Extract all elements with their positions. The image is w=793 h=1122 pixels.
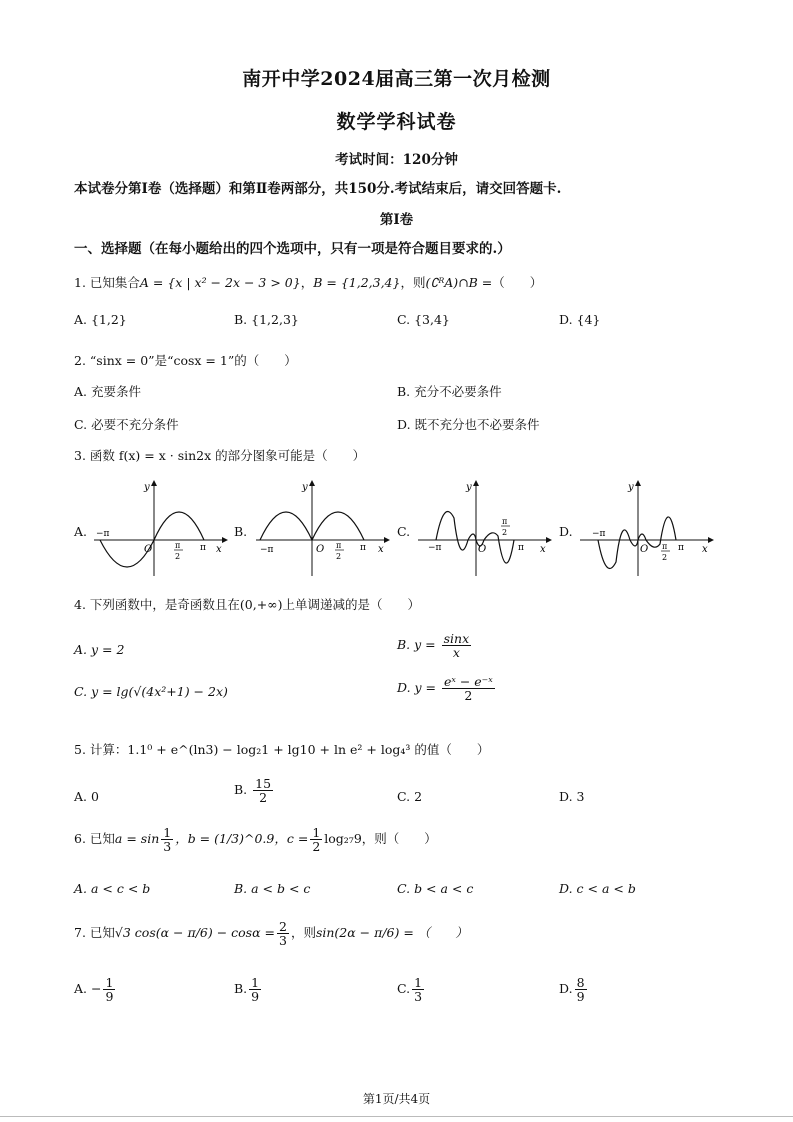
q6-option-a: A. a < c < b — [74, 881, 151, 896]
neg-pi-label: −π — [96, 529, 110, 539]
question-5: 5. 计算：1.1⁰ + e^(ln3) − log₂1 + lg10 + ln e² + log₄³ 的值（ ） — [74, 742, 490, 757]
q5-option-c: C. 2 — [397, 789, 423, 804]
y-axis-label: y — [144, 482, 150, 493]
neg-pi-label: −π — [592, 529, 606, 539]
origin-label: O — [316, 544, 325, 555]
question-3: 3. 函数 f(x) = x · sin2x 的部分图象可能是（ ） — [74, 448, 366, 463]
half-pi-num: π — [175, 541, 181, 550]
q5-option-a: A. 0 — [74, 789, 99, 804]
q6-option-c: C. b < a < c — [397, 881, 474, 896]
section-heading: 一、选择题（在每小题给出的四个选项中，只有一项是符合题目要求的.） — [74, 241, 511, 257]
pi-label: π — [518, 543, 524, 553]
question-1: 1. 已知集合A = {x | x² − 2x − 3 > 0}，B = {1,2,3,4}，则(∁ᴿA)∩B =（ ） — [74, 275, 543, 290]
graph-label-c: C. — [397, 524, 411, 539]
page-footer: 第1页/共4页 — [362, 1092, 431, 1106]
set-b: B = {1,2,3,4} — [313, 275, 401, 290]
q1-option-c: C. {3,4} — [397, 312, 450, 327]
question-2: 2. “sinx = 0”是“cosx = 1”的（ ） — [74, 353, 297, 368]
q2-option-d: D. 既不充分也不必要条件 — [397, 417, 540, 432]
q2-option-c: C. 必要不充分条件 — [74, 417, 179, 432]
q7-option-b: B. $\frac{1}{9}$ — [234, 975, 260, 1005]
graph-b — [252, 478, 392, 578]
q6-option-d: D. c < a < b — [559, 881, 636, 896]
volume-heading: 第Ⅰ卷 — [379, 212, 414, 228]
half-pi-den: 2 — [502, 528, 508, 537]
q7-option-a: A. − $\frac{1}{9}$ — [74, 975, 114, 1005]
pi-label: π — [200, 543, 206, 553]
pi-label: π — [360, 543, 366, 553]
q4-option-c: C. y = lg(√(4x²+1) − 2x) — [74, 684, 228, 699]
q4-option-b: B. y = $\frac{\sin x}{x}$ — [397, 631, 470, 661]
complement-expr: (∁ᴿA)∩B = — [425, 275, 493, 290]
graph-c — [414, 478, 554, 578]
neg-pi-label: −π — [260, 545, 274, 555]
pi-label: π — [678, 543, 684, 553]
exam-time: 考试时间：120分钟 — [335, 152, 458, 168]
q6-option-b: B. a < b < c — [234, 881, 311, 896]
q4-option-d: D. y = $\frac{\text{eˣ − e⁻ˣ}}{2}$ — [397, 674, 493, 704]
q7-option-c: C. $\frac{1}{3}$ — [397, 975, 423, 1005]
q1-option-a: A. {1,2} — [74, 312, 127, 327]
q2-option-a: A. 充要条件 — [74, 384, 141, 399]
q4-option-a: A. y = 2 — [74, 642, 125, 657]
half-pi-num: π — [502, 517, 508, 526]
origin-label: O — [640, 544, 649, 555]
graph-d — [576, 478, 716, 578]
page-subtitle: 数学学科试卷 — [336, 111, 457, 133]
x-axis-label: x — [702, 544, 708, 555]
q5-option-d: D. 3 — [559, 789, 585, 804]
graph-a — [90, 478, 230, 578]
exam-intro: 本试卷分第Ⅰ卷（选择题）和第Ⅱ卷两部分，共150分.考试结束后，请交回答题卡. — [74, 181, 562, 197]
question-7: 7. 已知√3 cos(α − π/6) − cosα = $\frac{2}{3}$ ，则sin(2α − π/6) = （ ） — [74, 919, 468, 949]
question-6: 6. 已知a = sin $\frac{1}{3}$ ，b = (1/3)^0.9，c = $\frac{1}{2}$ log₂₇9，则（ ） — [74, 825, 437, 855]
half-pi-den: 2 — [662, 553, 668, 562]
half-pi-num: π — [662, 542, 668, 551]
y-axis-label: y — [628, 482, 634, 493]
origin-label: O — [478, 544, 487, 555]
half-pi-num: π — [336, 541, 342, 550]
set-a: A = {x | x² − 2x − 3 > 0} — [139, 275, 301, 290]
neg-pi-label: −π — [428, 543, 442, 553]
q5-option-b: B. $\frac{15}{2}$ — [234, 776, 272, 806]
q7-option-d: D. $\frac{8}{9}$ — [559, 975, 585, 1005]
page-title: 南开中学2024届高三第一次月检测 — [242, 68, 551, 90]
x-axis-label: x — [378, 544, 384, 555]
half-pi-den: 2 — [336, 552, 342, 561]
q2-option-b: B. 充分不必要条件 — [397, 384, 502, 399]
graph-label-d: D. — [559, 524, 573, 539]
half-pi-den: 2 — [175, 552, 181, 561]
y-axis-label: y — [466, 482, 472, 493]
q1-option-d: D. {4} — [559, 312, 601, 327]
y-axis-label: y — [302, 482, 308, 493]
q1-option-b: B. {1,2,3} — [234, 312, 299, 327]
graph-label-a: A. — [74, 524, 88, 539]
question-4: 4. 下列函数中，是奇函数且在(0,+∞)上单调递减的是（ ） — [74, 597, 420, 612]
origin-label: O — [144, 544, 153, 555]
x-axis-label: x — [216, 544, 222, 555]
footer-divider — [0, 1116, 793, 1117]
x-axis-label: x — [540, 544, 546, 555]
graph-label-b: B. — [234, 524, 248, 539]
